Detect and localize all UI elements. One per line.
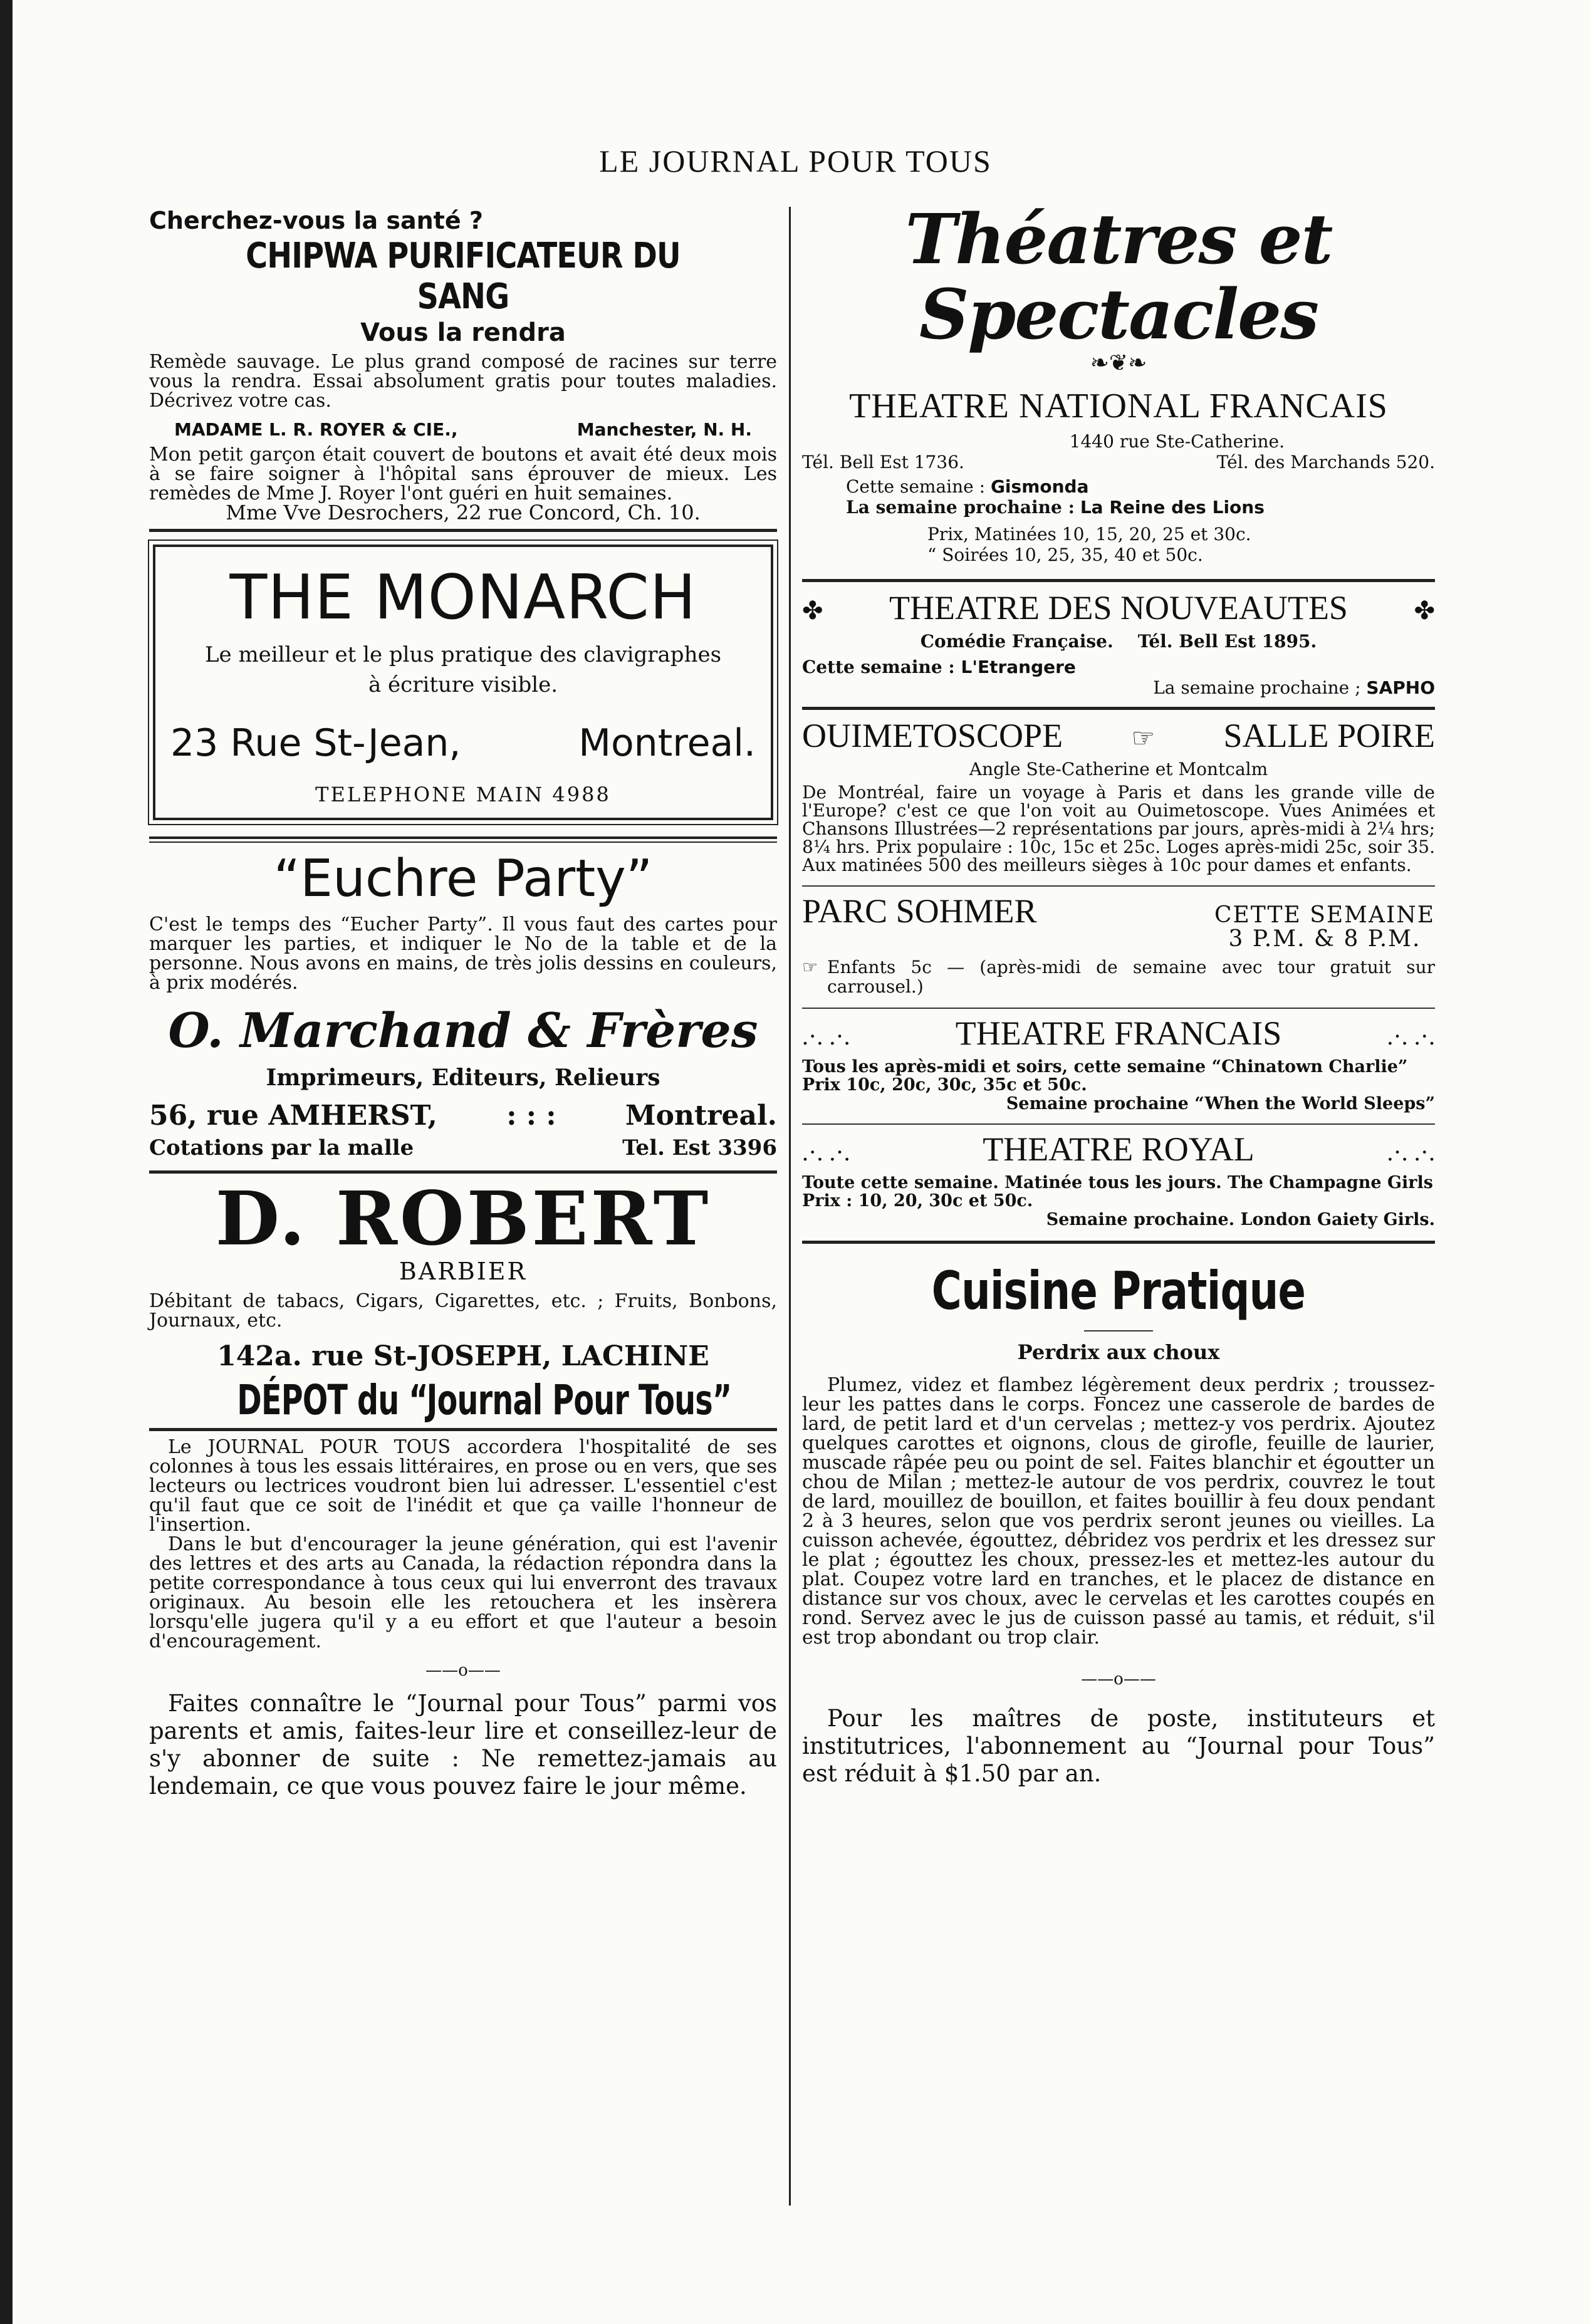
francais-next: Semaine prochaine “When the World Sleeps” (1006, 1094, 1435, 1113)
dots-ornament-right: .·. .·. (1387, 1138, 1435, 1166)
dots-ornament-left: .·. .·. (802, 1022, 850, 1050)
this-week-show: Gismonda (990, 476, 1089, 497)
cuisine-divider: ——o—— (1081, 1670, 1156, 1689)
pointing-hand-icon: ☞ (802, 957, 818, 977)
monarch-address (170, 721, 756, 765)
section-rule (149, 529, 777, 532)
theatres-header: Théatres et Spectacles (905, 199, 1332, 355)
euchre-body: C'est le temps des “Eucher Party”. Il vous faut des cartes pour marquer les parties, et indiquer le No de la table et de la personne. Nous avons en mains, de très jolis dessins en couleurs, à prix modérés. (149, 914, 777, 994)
theatre-national-section (802, 386, 1435, 565)
nouveautes-genre: Comédie Française. (920, 631, 1114, 652)
royal-body: Toute cette semaine. Matinée tous les jours. The Champagne Girls Prix : 10, 20, 30c et 50c. (802, 1173, 1433, 1211)
chipwa-maker (174, 419, 752, 440)
notice-paragraph-1: Le JOURNAL POUR TOUS accordera l'hospitalité de ses colonnes à tous les essais littéraires, en prose ou en vers, que ses lecteurs ou lectrices voudront bien lui adresser. L'essentiel c'est qu'il faut que ce soit de l'inédit et que ça vaille l'honneur de l'insertion. (149, 1436, 777, 1536)
next-week-show: SAPHO (1366, 677, 1435, 698)
marchand-quotes: Cotations par la malle (149, 1135, 414, 1160)
marchand-street: 56, rue AMHERST, (149, 1100, 437, 1132)
chipwa-advertisement (149, 207, 777, 523)
section-rule (149, 1170, 777, 1174)
section-rule (802, 1008, 1435, 1009)
fleuron-left-icon: ✤ (802, 597, 823, 625)
notice-paragraph-2: Dans le but d'encourager la jeune génération, qui est l'avenir des lettres et des arts au Canada, la rédaction répondra dans la petite correspondance à tous ceux qui lui enverront des travaux originaux. Au besoin elle les retouchera et les insèrera lorsqu'elle jugera qu'il y a eu effort et que l'auteur a besoin d'encouragement. (149, 1533, 777, 1652)
ouimet-title-row (802, 716, 1435, 755)
recipe-body: Plumez, videz et flambez légèrement deux perdrix ; troussez-leur les pattes dans le corps. Foncez une casserole de bardes de lard, de petit lard et d'un cervelas ; mettez-y vos perdrix. Ajoutez quelques carottes et oignons, clous de girofle, feuille de laurier, muscade râpée peu ou point de sel. Faites blanchir et égoutter un chou de Milan ; mettez-le autour de vos perdrix, couvrez le tout de lard, mouillez de bouillon, et faites bouillir à feu doux pendant 2 à 3 heures, selon que vos perdrix seront jeunes ou vieilles. La cuisson achevée, égouttez, débridez vos perdrix et les dressez sur le plat ; égouttez les choux, pressez-les et mettez-les autour du plat. Coupez votre lard en tranches, et le placez de distance en distance sur vos choux, avec le cervelas et les carottes coupés en rond. Servez avec le jus de cuisson passé au tamis, et réduit, s'il est trop abondant ou trop clair. (802, 1374, 1435, 1649)
ouimet-body: De Montréal, faire un voyage à Paris et dans les grande ville de l'Europe? c'est ce que l'on voit au Ouimetoscope. Vues Animées et Chansons Illustrées—2 représentations par jours, après-midi à 2¼ hrs; 8¼ hrs. Prix populaire : 10c, 15c et 25c. Loges après-midi 25c, soir 35. Aux matinées 500 des meilleurs sièges à 10c pour dames et enfants. (802, 782, 1436, 875)
next-week-label: La semaine prochaine : (846, 497, 1075, 518)
robert-body: Débitant de tabacs, Cigars, Cigarettes, etc. ; Fruits, Bonbons, Journaux, etc. (149, 1290, 777, 1331)
nouveautes-sub (802, 631, 1435, 652)
ouimet-sub: Angle Ste-Catherine et Montcalm (969, 759, 1268, 779)
sohmer-body-wrap (802, 957, 1435, 996)
national-title: THEATRE NATIONAL FRANCAIS (849, 387, 1388, 425)
national-this-week (846, 476, 1435, 497)
monarch-street: 23 Rue St-Jean, (170, 721, 461, 765)
robert-trade: BARBIER (399, 1258, 528, 1285)
royal-title-row (802, 1130, 1435, 1169)
theatre-royal-section (802, 1130, 1435, 1229)
national-prix-matinees: Prix, Matinées 10, 15, 20, 25 et 30c. (927, 524, 1251, 545)
marchand-tel: Tel. Est 3396 (622, 1135, 777, 1160)
monarch-city: Montreal. (578, 721, 756, 765)
royal-title: THEATRE ROYAL (983, 1130, 1255, 1168)
marchand-contact (149, 1135, 777, 1160)
sohmer-title: PARC SOHMER (802, 892, 1037, 930)
cuisine-section (802, 1260, 1435, 1788)
francais-body: Tous les après-midi et soirs, cette semaine “Chinatown Charlie” Prix 10c, 20c, 30c, 35c et 50c. (802, 1057, 1408, 1095)
robert-title: D. ROBERT (215, 1175, 711, 1262)
dots-ornament-left: .·. .·. (802, 1138, 850, 1166)
depot-banner: DÉPOT du “Journal Pour Tous” (237, 1376, 732, 1424)
national-tel-bell: Tél. Bell Est 1736. (802, 452, 964, 472)
national-tel-marchands: Tél. des Marchands 520. (1216, 452, 1435, 472)
notice-paragraph-3: Faites connaître le “Journal pour Tous” parmi vos parents et amis, faites-leur lire et conseillez-leur de s'y abonner de suite : Ne remettez-jamais au lendemain, ce que vous pouvez faire le jour même. (149, 1690, 777, 1800)
chipwa-body: Remède sauvage. Le plus grand composé de racines sur terre vous la rendra. Essai absolument gratis pour toutes maladies. Décrivez votre cas. (149, 351, 777, 412)
salle-poire-title: SALLE POIRE (1223, 717, 1435, 754)
sohmer-week: CETTE SEMAINE (1214, 902, 1435, 928)
this-week-label: Cette semaine : (802, 657, 955, 677)
national-next-week (846, 497, 1435, 518)
running-head: LE JOURNAL POUR TOUS (599, 143, 992, 179)
sohmer-schedule (1214, 904, 1435, 951)
binding-edge (0, 0, 13, 2324)
nouveautes-title: THEATRE DES NOUVEAUTES (889, 589, 1348, 627)
this-week-show: L'Etrangere (961, 657, 1076, 677)
monarch-advertisement (153, 545, 773, 820)
fleuron-right-icon: ✤ (1414, 597, 1435, 625)
sohmer-body: Enfants 5c — (après-midi de semaine avec tour gratuit sur carrousel.) (827, 957, 1435, 997)
marchand-dots: : : : (506, 1100, 556, 1132)
left-column (149, 207, 777, 1800)
francais-title: THEATRE FRANCAIS (955, 1014, 1282, 1052)
recipe-title: Perdrix aux choux (1017, 1340, 1220, 1364)
parc-sohmer-section (802, 892, 1435, 996)
column-divider (789, 207, 791, 2206)
section-rule (802, 579, 1435, 582)
pointing-hand-icon: ☞ (1131, 722, 1155, 753)
theatre-nouveautes-section (802, 588, 1435, 698)
editorial-notice (149, 1437, 777, 1800)
section-rule (802, 1241, 1435, 1244)
monarch-line2: à écriture visible. (368, 672, 558, 697)
right-column (802, 199, 1436, 1788)
national-address: 1440 rue Ste-Catherine. (1069, 431, 1285, 452)
short-rule (1084, 1330, 1153, 1331)
notice-divider: ——o—— (425, 1661, 501, 1680)
dots-ornament-right: .·. .·. (1387, 1022, 1435, 1050)
maker-name: MADAME L. R. ROYER & CIE., (174, 419, 458, 440)
nouveautes-tel: Tél. Bell Est 1895. (1137, 631, 1317, 652)
marchand-firm: O. Marchand & Frères (168, 1003, 758, 1058)
chipwa-testimonial: Mon petit garçon était couvert de boutons et avait été deux mois à se faire soigner à l'hôpital sans éprouver de mieux. Les remèdes de Mme J. Royer l'ont guéri en huit semaines. (149, 444, 777, 504)
robert-address: 142a. rue St-JOSEPH, LACHINE (217, 1340, 709, 1372)
chipwa-title: CHIPWA PURIFICATEUR DU SANG (246, 236, 681, 317)
nouveautes-title-row (802, 588, 1435, 627)
next-week-label: La semaine prochaine ; (1153, 677, 1361, 698)
subscription-note: Pour les maîtres de poste, instituteurs et institutrices, l'abonnement au “Journal pour Tous” est réduit à $1.50 par an. (802, 1705, 1435, 1787)
monarch-title: THE MONARCH (229, 562, 697, 633)
monarch-line1: Le meilleur et le plus pratique des clavigraphes (204, 642, 722, 667)
theatre-francais-section (802, 1014, 1435, 1113)
euchre-title: “Euchre Party” (273, 849, 653, 909)
next-week-show: La Reine des Lions (1080, 497, 1265, 518)
royal-next: Semaine prochaine. London Gaiety Girls. (1046, 1210, 1435, 1229)
section-rule (802, 707, 1435, 710)
marchand-address (149, 1100, 777, 1132)
francais-title-row (802, 1014, 1435, 1053)
monarch-phone: TELEPHONE MAIN 4988 (315, 783, 611, 806)
ouimet-title: OUIMETOSCOPE (802, 717, 1063, 754)
national-phones (802, 452, 1435, 472)
robert-advertisement (149, 1175, 777, 1424)
this-week-label: Cette semaine : (846, 476, 986, 497)
ouimetoscope-section (802, 716, 1435, 874)
section-rule (149, 836, 777, 843)
national-prix-soirees: “ Soirées 10, 25, 35, 40 et 50c. (927, 545, 1203, 565)
euchre-advertisement (149, 849, 777, 1160)
chipwa-signature: Mme Vve Desrochers, 22 rue Concord, Ch. 10. (226, 501, 701, 524)
cuisine-title: Cuisine Pratique (931, 1260, 1306, 1321)
chipwa-question: Cherchez-vous la santé ? (149, 207, 483, 234)
sohmer-times: 3 P.M. & 8 P.M. (1228, 926, 1421, 952)
header-ornament: ❧❦❧ (1090, 350, 1147, 376)
nouveautes-next-week (802, 677, 1435, 698)
section-rule (802, 885, 1435, 887)
marchand-trades: Imprimeurs, Editeurs, Relieurs (266, 1065, 660, 1091)
maker-city: Manchester, N. H. (576, 419, 752, 440)
section-rule (149, 1428, 777, 1431)
sohmer-title-row (802, 892, 1435, 951)
nouveautes-this-week (802, 657, 1435, 677)
marchand-city: Montreal. (625, 1100, 777, 1132)
section-rule (802, 1123, 1435, 1125)
chipwa-subtitle: Vous la rendra (360, 318, 566, 347)
